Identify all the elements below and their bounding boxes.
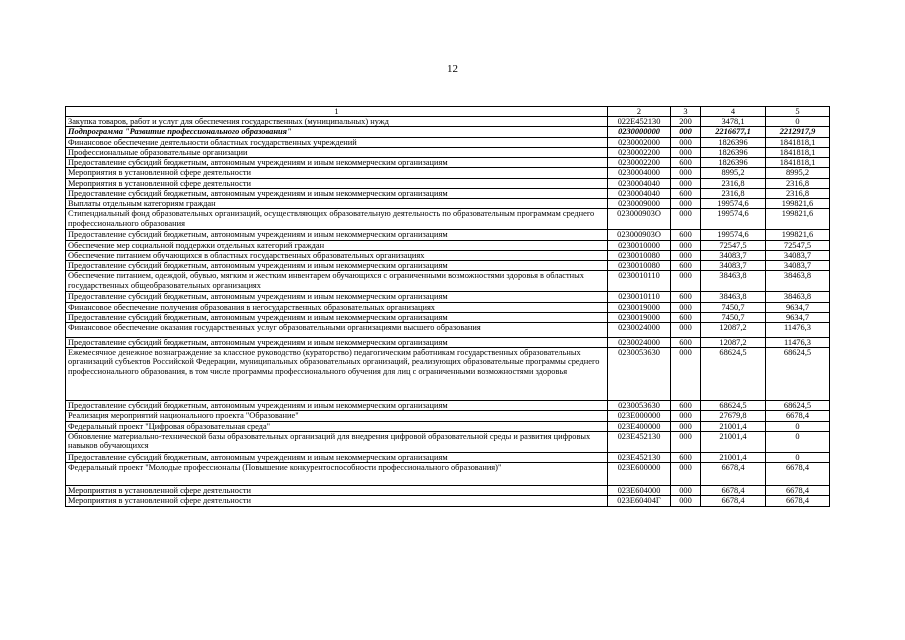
row-code-cell: 0230024000 [608, 322, 671, 337]
row-name-cell: Предоставление субсидий бюджетным, автономным учреждениям и иным некоммерческим организациям [66, 452, 608, 462]
row-value-2-cell: 2316,8 [766, 178, 830, 188]
column-header-value-1: 4 [701, 107, 766, 117]
row-code-cell: 023E600000 [608, 463, 671, 486]
row-type-cell: 600 [671, 261, 701, 271]
row-value-2-cell: 1841818,1 [766, 147, 830, 157]
row-name-cell: Предоставление субсидий бюджетным, автономным учреждениям и иным некоммерческим организациям [66, 401, 608, 411]
row-code-cell: 0230002200 [608, 158, 671, 168]
row-name-cell: Мероприятия в установленной сфере деятельности [66, 168, 608, 178]
column-header-type: 3 [671, 107, 701, 117]
row-type-cell: 600 [671, 230, 701, 240]
table-row [66, 348, 830, 401]
row-value-2-cell: 34083,7 [766, 261, 830, 271]
row-code-cell: 0230009000 [608, 199, 671, 209]
row-value-2-cell: 38463,8 [766, 271, 830, 292]
table-row [66, 178, 830, 188]
row-code-cell: 023E400000 [608, 421, 671, 431]
table-row [66, 147, 830, 157]
row-value-1-cell: 38463,8 [701, 271, 766, 292]
row-type-cell: 000 [671, 496, 701, 506]
row-name-cell: Закупка товаров, работ и услуг для обеспечения государственных (муниципальных) нужд [66, 117, 608, 127]
row-type-cell: 600 [671, 312, 701, 322]
row-type-cell: 600 [671, 292, 701, 302]
row-value-1-cell: 8995,2 [701, 168, 766, 178]
budget-table [65, 106, 830, 507]
table-row [66, 230, 830, 240]
row-type-cell: 000 [671, 250, 701, 260]
row-value-2-cell: 0 [766, 431, 830, 452]
row-value-1-cell: 68624,5 [701, 348, 766, 401]
row-type-cell: 000 [671, 302, 701, 312]
row-value-2-cell: 199821,6 [766, 199, 830, 209]
row-code-cell: 0230010000 [608, 240, 671, 250]
row-type-cell: 600 [671, 337, 701, 347]
row-type-cell: 000 [671, 486, 701, 496]
row-name-cell: Предоставление субсидий бюджетным, автономным учреждениям и иным некоммерческим организациям [66, 312, 608, 322]
table-row [66, 199, 830, 209]
row-type-cell: 200 [671, 117, 701, 127]
table-row [66, 463, 830, 486]
row-value-1-cell: 21001,4 [701, 431, 766, 452]
row-name-cell: Стипендиальный фонд образовательных организаций, осуществляющих образовательную деятельность по образовательным программам среднего профессионального образования [66, 209, 608, 230]
row-code-cell: 0230002000 [608, 137, 671, 147]
row-value-2-cell: 199821,6 [766, 209, 830, 230]
row-value-2-cell: 8995,2 [766, 168, 830, 178]
row-name-cell: Предоставление субсидий бюджетным, автономным учреждениям и иным некоммерческим организациям [66, 158, 608, 168]
row-type-cell: 600 [671, 158, 701, 168]
row-name-cell: Финансовое обеспечение получения образования в негосударственных образовательных организациях [66, 302, 608, 312]
table-row [66, 486, 830, 496]
row-code-cell: 0230010110 [608, 292, 671, 302]
table-row [66, 302, 830, 312]
table-row [66, 127, 830, 137]
row-code-cell: 0230010080 [608, 250, 671, 260]
row-value-1-cell: 199574,6 [701, 199, 766, 209]
row-type-cell: 000 [671, 322, 701, 337]
row-name-cell: Мероприятия в установленной сфере деятельности [66, 486, 608, 496]
row-value-1-cell: 34083,7 [701, 250, 766, 260]
row-value-1-cell: 27679,8 [701, 411, 766, 421]
table-row [66, 322, 830, 337]
row-value-2-cell: 6678,4 [766, 463, 830, 486]
page-number: 12 [447, 63, 458, 75]
row-name-cell: Предоставление субсидий бюджетным, автономным учреждениям и иным некоммерческим организациям [66, 337, 608, 347]
row-value-2-cell: 0 [766, 421, 830, 431]
row-name-cell: Финансовое обеспечение оказания государственных услуг образовательными организациями высшего образования [66, 322, 608, 337]
row-code-cell: 0230053630 [608, 401, 671, 411]
row-type-cell: 000 [671, 431, 701, 452]
row-code-cell: 023E000000 [608, 411, 671, 421]
table-row [66, 209, 830, 230]
row-value-1-cell: 1826396 [701, 137, 766, 147]
row-name-cell: Федеральный проект "Цифровая образовательная среда" [66, 421, 608, 431]
table-row [66, 261, 830, 271]
row-value-1-cell: 3478,1 [701, 117, 766, 127]
row-value-1-cell: 6678,4 [701, 496, 766, 506]
row-name-cell: Реализация мероприятий национального проекта "Образование" [66, 411, 608, 421]
table-row [66, 401, 830, 411]
table-row [66, 292, 830, 302]
row-type-cell: 000 [671, 147, 701, 157]
row-code-cell: 023000903О [608, 230, 671, 240]
row-value-1-cell: 1826396 [701, 147, 766, 157]
row-value-1-cell: 12087,2 [701, 337, 766, 347]
row-code-cell: 023E604000 [608, 486, 671, 496]
row-code-cell: 023000903О [608, 209, 671, 230]
row-code-cell: 023E452130 [608, 431, 671, 452]
row-value-1-cell: 199574,6 [701, 230, 766, 240]
row-type-cell: 000 [671, 240, 701, 250]
row-value-2-cell: 9634,7 [766, 302, 830, 312]
row-value-1-cell: 7450,7 [701, 302, 766, 312]
row-value-2-cell: 6678,4 [766, 496, 830, 506]
row-code-cell: 0230004000 [608, 168, 671, 178]
row-name-cell: Федеральный проект "Молодые профессионалы (Повышение конкурентоспособности профессионального образования)" [66, 463, 608, 486]
row-value-2-cell: 0 [766, 452, 830, 462]
row-value-1-cell: 7450,7 [701, 312, 766, 322]
row-type-cell: 600 [671, 188, 701, 198]
row-value-2-cell: 2316,8 [766, 188, 830, 198]
row-name-cell: Обеспечение мер социальной поддержки отдельных категорий граждан [66, 240, 608, 250]
table-row [66, 431, 830, 452]
row-type-cell: 000 [671, 411, 701, 421]
table-row [66, 168, 830, 178]
row-type-cell: 000 [671, 421, 701, 431]
table-row [66, 188, 830, 198]
table-row [66, 337, 830, 347]
row-value-2-cell: 9634,7 [766, 312, 830, 322]
row-name-cell: Мероприятия в установленной сфере деятельности [66, 178, 608, 188]
table-row [66, 312, 830, 322]
row-name-cell: Обеспечение питанием, одеждой, обувью, мягким и жестким инвентарем обучающихся с ограниченными возможностями здоровья в областных государственных общеобразовательных организациях [66, 271, 608, 292]
table-header-row [66, 107, 830, 117]
row-value-2-cell: 1841818,1 [766, 137, 830, 147]
row-code-cell: 0230000000 [608, 127, 671, 137]
row-code-cell: 0230002200 [608, 147, 671, 157]
table-row [66, 411, 830, 421]
row-name-cell: Профессиональные образовательные организации [66, 147, 608, 157]
row-code-cell: 0230019000 [608, 312, 671, 322]
row-name-cell: Обновление материально-технической базы образовательных организаций для внедрения цифровой образовательной среды и развития цифровых навыков обучающихся [66, 431, 608, 452]
row-value-1-cell: 1826396 [701, 158, 766, 168]
row-code-cell: 0230019000 [608, 302, 671, 312]
row-type-cell: 000 [671, 271, 701, 292]
row-value-2-cell: 38463,8 [766, 292, 830, 302]
row-value-2-cell: 11476,3 [766, 337, 830, 347]
row-value-1-cell: 6678,4 [701, 463, 766, 486]
table-row [66, 271, 830, 292]
row-value-2-cell: 2212917,9 [766, 127, 830, 137]
row-type-cell: 000 [671, 127, 701, 137]
table-row [66, 421, 830, 431]
row-type-cell: 000 [671, 178, 701, 188]
row-code-cell: 0230010110 [608, 271, 671, 292]
row-type-cell: 000 [671, 168, 701, 178]
row-value-1-cell: 72547,5 [701, 240, 766, 250]
row-value-2-cell: 0 [766, 117, 830, 127]
row-code-cell: 0230053630 [608, 348, 671, 401]
row-type-cell: 000 [671, 463, 701, 486]
row-value-2-cell: 72547,5 [766, 240, 830, 250]
row-name-cell: Финансовое обеспечение деятельности областных государственных учреждений [66, 137, 608, 147]
row-type-cell: 000 [671, 199, 701, 209]
table-row [66, 496, 830, 506]
row-value-1-cell: 21001,4 [701, 421, 766, 431]
row-value-2-cell: 11476,3 [766, 322, 830, 337]
row-code-cell: 023E60404Г [608, 496, 671, 506]
row-value-1-cell: 2316,8 [701, 178, 766, 188]
row-value-2-cell: 68624,5 [766, 401, 830, 411]
row-type-cell: 600 [671, 401, 701, 411]
column-header-code: 2 [608, 107, 671, 117]
row-code-cell: 0230024000 [608, 337, 671, 347]
row-value-1-cell: 21001,4 [701, 452, 766, 462]
row-name-cell: Ежемесячное денежное вознаграждение за классное руководство (кураторство) педагогическим работникам государственных образовательных организаций субъектов Российской Федерации, муниципальных образовательных организаций, реализующих образовательные программы среднего профессионального образования, в том числе программы профессионального обучения для лиц с ограниченными возможностями здоровья [66, 348, 608, 401]
row-type-cell: 000 [671, 137, 701, 147]
row-value-2-cell: 6678,4 [766, 486, 830, 496]
column-header-name: 1 [66, 107, 608, 117]
row-name-cell: Предоставление субсидий бюджетным, автономным учреждениям и иным некоммерческим организациям [66, 230, 608, 240]
row-value-1-cell: 38463,8 [701, 292, 766, 302]
row-type-cell: 600 [671, 452, 701, 462]
row-value-1-cell: 12087,2 [701, 322, 766, 337]
row-value-2-cell: 68624,5 [766, 348, 830, 401]
row-name-cell: Обеспечение питанием обучающихся в областных государственных образовательных организациях [66, 250, 608, 260]
column-header-value-2: 5 [766, 107, 830, 117]
table-row [66, 240, 830, 250]
row-value-1-cell: 2216677,1 [701, 127, 766, 137]
row-name-cell: Предоставление субсидий бюджетным, автономным учреждениям и иным некоммерческим организациям [66, 188, 608, 198]
row-value-1-cell: 34083,7 [701, 261, 766, 271]
table-row [66, 137, 830, 147]
row-name-cell: Предоставление субсидий бюджетным, автономным учреждениям и иным некоммерческим организациям [66, 292, 608, 302]
row-value-1-cell: 68624,5 [701, 401, 766, 411]
row-code-cell: 0230010080 [608, 261, 671, 271]
row-value-1-cell: 6678,4 [701, 486, 766, 496]
table-row [66, 250, 830, 260]
row-value-2-cell: 6678,4 [766, 411, 830, 421]
row-name-cell: Выплаты отдельным категориям граждан [66, 199, 608, 209]
row-type-cell: 000 [671, 209, 701, 230]
row-value-1-cell: 199574,6 [701, 209, 766, 230]
row-value-2-cell: 34083,7 [766, 250, 830, 260]
table-row [66, 117, 830, 127]
table-row [66, 452, 830, 462]
row-type-cell: 000 [671, 348, 701, 401]
row-code-cell: 0230004040 [608, 188, 671, 198]
row-code-cell: 0230004040 [608, 178, 671, 188]
row-name-cell: Предоставление субсидий бюджетным, автономным учреждениям и иным некоммерческим организациям [66, 261, 608, 271]
row-code-cell: 023E452130 [608, 452, 671, 462]
row-code-cell: 022E452130 [608, 117, 671, 127]
row-name-cell: Мероприятия в установленной сфере деятельности [66, 496, 608, 506]
table-row [66, 158, 830, 168]
row-value-2-cell: 199821,6 [766, 230, 830, 240]
row-value-1-cell: 2316,8 [701, 188, 766, 198]
row-value-2-cell: 1841818,1 [766, 158, 830, 168]
row-name-cell: Подпрограмма "Развитие профессионального образования" [66, 127, 608, 137]
